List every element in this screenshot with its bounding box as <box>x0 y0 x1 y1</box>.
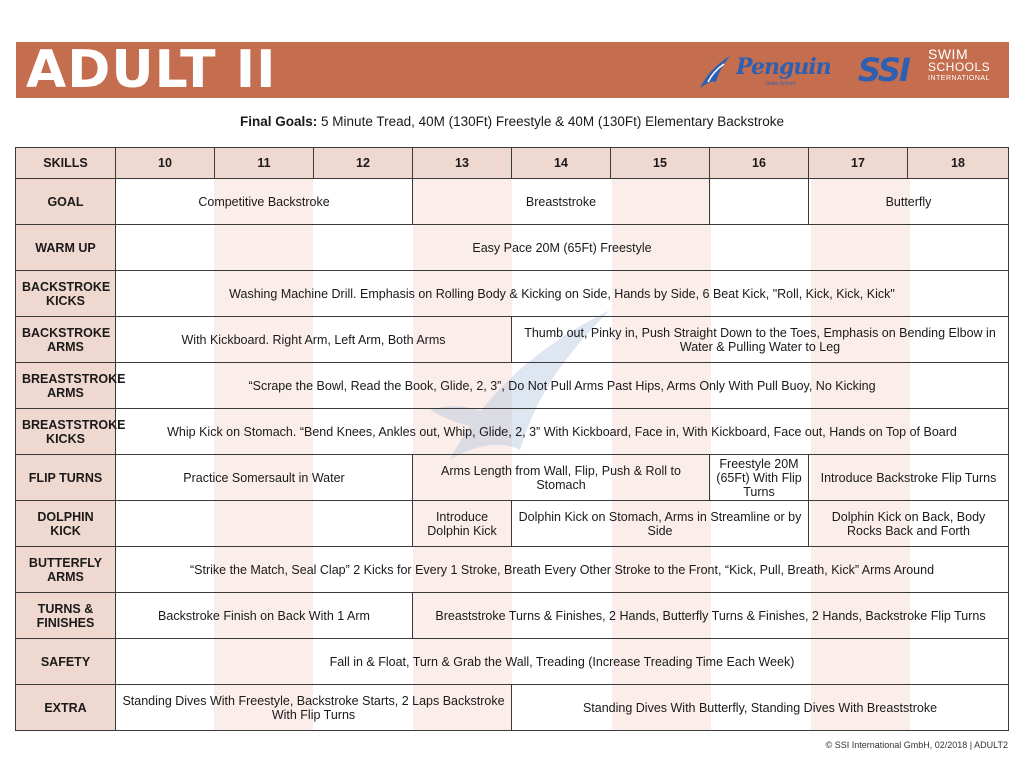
backstroke-kicks-cell: Washing Machine Drill. Emphasis on Rolling Body & Kicking on Side, Hands by Side, 6 Beat Kick, "Roll, Kick, Kick, Kick" <box>116 271 1009 317</box>
dolphin-kick-cell <box>116 501 413 547</box>
final-goals-label: Final Goals: <box>240 114 318 129</box>
table-row-flip-turns <box>16 455 1009 501</box>
row-label-breaststroke-kicks: BREASTSTROKE KICKS <box>16 409 116 455</box>
table-row-breaststroke-kicks <box>16 409 1009 455</box>
week-header: 10 <box>116 148 215 179</box>
page-title: ADULT II <box>26 40 277 100</box>
title-banner <box>16 42 1009 98</box>
week-header: 18 <box>908 148 1009 179</box>
final-goals <box>0 114 1024 129</box>
backstroke-arms-cell: Thumb out, Pinky in, Push Straight Down to the Toes, Emphasis on Bending Elbow in Water & Pulling Water to Leg <box>512 317 1009 363</box>
penguin-logo-sub: Swim School <box>766 81 795 87</box>
penguin-swim-school-logo <box>696 52 846 92</box>
week-header: 15 <box>611 148 710 179</box>
table-row-breaststroke-arms <box>16 363 1009 409</box>
goal-cell: Butterfly <box>809 179 1009 225</box>
table-row-goal <box>16 179 1009 225</box>
header-row <box>16 148 1009 179</box>
skills-schedule-table <box>15 147 1009 731</box>
table-row-backstroke-kicks <box>16 271 1009 317</box>
table-row-safety <box>16 639 1009 685</box>
row-label-backstroke-kicks: BACKSTROKE KICKS <box>16 271 116 317</box>
turns-finishes-cell: Backstroke Finish on Back With 1 Arm <box>116 593 413 639</box>
row-label-breaststroke-arms: BREASTSTROKE ARMS <box>16 363 116 409</box>
dolphin-kick-cell: Dolphin Kick on Stomach, Arms in Streamline or by Side <box>512 501 809 547</box>
row-label-safety: SAFETY <box>16 639 116 685</box>
penguin-icon <box>696 52 736 92</box>
final-goals-text: 5 Minute Tread, 40M (130Ft) Freestyle & 40M (130Ft) Elementary Backstroke <box>321 114 784 129</box>
goal-cell <box>710 179 809 225</box>
row-label-flip-turns: FLIP TURNS <box>16 455 116 501</box>
copyright-footer: © SSI International GmbH, 02/2018 | ADULT2 <box>825 740 1008 750</box>
table-row-backstroke-arms <box>16 317 1009 363</box>
ssi-swim-schools-logo <box>858 48 1008 92</box>
row-label-warm-up: WARM UP <box>16 225 116 271</box>
week-header: 17 <box>809 148 908 179</box>
table-row-extra <box>16 685 1009 731</box>
ssi-logo-line3: INTERNATIONAL <box>928 75 990 82</box>
flip-turns-cell: Freestyle 20M (65Ft) With Flip Turns <box>710 455 809 501</box>
safety-cell: Fall in & Float, Turn & Grab the Wall, Treading (Increase Treading Time Each Week) <box>116 639 1009 685</box>
skills-header: SKILLS <box>16 148 116 179</box>
extra-cell: Standing Dives With Freestyle, Backstroke Starts, 2 Laps Backstroke With Flip Turns <box>116 685 512 731</box>
dolphin-kick-cell: Introduce Dolphin Kick <box>413 501 512 547</box>
flip-turns-cell: Arms Length from Wall, Flip, Push & Roll to Stomach <box>413 455 710 501</box>
ssi-logo-line1: SWIM <box>928 46 969 62</box>
ssi-logo-line2: SCHOOLS <box>928 60 991 74</box>
table-row-butterfly-arms <box>16 547 1009 593</box>
ssi-logo-mark: SSI <box>858 51 909 89</box>
week-header: 12 <box>314 148 413 179</box>
week-header: 14 <box>512 148 611 179</box>
breaststroke-kicks-cell: Whip Kick on Stomach. “Bend Knees, Ankles out, Whip, Glide, 2, 3” With Kickboard, Face in, With Kickboard, Face out, Hands on Top of Board <box>116 409 1009 455</box>
row-label-turns-finishes: TURNS & FINISHES <box>16 593 116 639</box>
row-label-butterfly-arms: BUTTERFLY ARMS <box>16 547 116 593</box>
butterfly-arms-cell: “Strike the Match, Seal Clap” 2 Kicks for Every 1 Stroke, Breath Every Other Stroke to the Front, “Kick, Pull, Breath, Kick” Arms Around <box>116 547 1009 593</box>
row-label-dolphin-kick: DOLPHIN KICK <box>16 501 116 547</box>
row-label-extra: EXTRA <box>16 685 116 731</box>
breaststroke-arms-cell: “Scrape the Bowl, Read the Book, Glide, 2, 3”, Do Not Pull Arms Past Hips, Arms Only With Pull Buoy, No Kicking <box>116 363 1009 409</box>
table-row-turns-finishes <box>16 593 1009 639</box>
week-header: 11 <box>215 148 314 179</box>
flip-turns-cell: Practice Somersault in Water <box>116 455 413 501</box>
row-label-goal: GOAL <box>16 179 116 225</box>
penguin-logo-name: Penguin <box>736 54 831 80</box>
extra-cell: Standing Dives With Butterfly, Standing Dives With Breaststroke <box>512 685 1009 731</box>
week-header: 13 <box>413 148 512 179</box>
turns-finishes-cell: Breaststroke Turns & Finishes, 2 Hands, Butterfly Turns & Finishes, 2 Hands, Backstroke Flip Turns <box>413 593 1009 639</box>
row-label-backstroke-arms: BACKSTROKE ARMS <box>16 317 116 363</box>
goal-cell: Competitive Backstroke <box>116 179 413 225</box>
warm-up-cell: Easy Pace 20M (65Ft) Freestyle <box>116 225 1009 271</box>
table-row-warm-up <box>16 225 1009 271</box>
table-row-dolphin-kick <box>16 501 1009 547</box>
flip-turns-cell: Introduce Backstroke Flip Turns <box>809 455 1009 501</box>
week-header: 16 <box>710 148 809 179</box>
backstroke-arms-cell: With Kickboard. Right Arm, Left Arm, Both Arms <box>116 317 512 363</box>
goal-cell: Breaststroke <box>413 179 710 225</box>
dolphin-kick-cell: Dolphin Kick on Back, Body Rocks Back and Forth <box>809 501 1009 547</box>
